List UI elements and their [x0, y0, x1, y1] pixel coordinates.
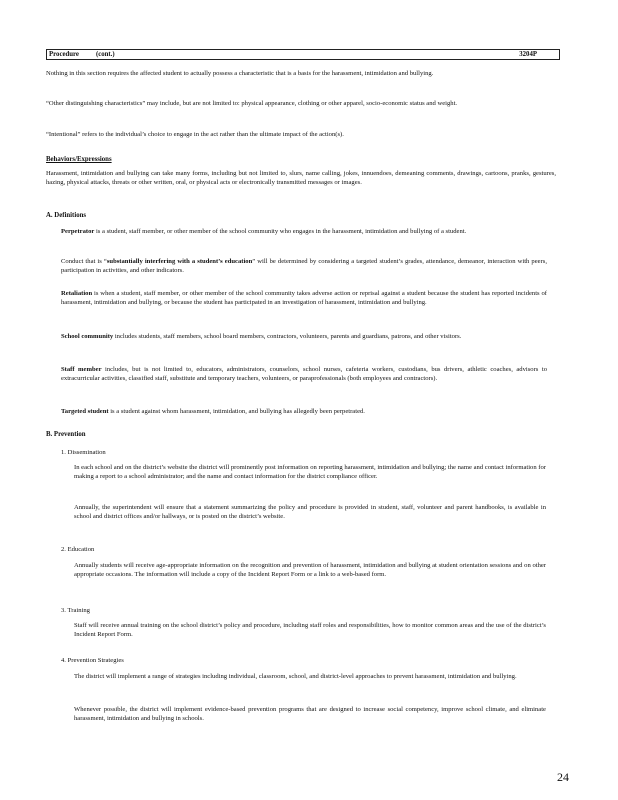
definition-staff-member: [61, 366, 547, 383]
prevention-strategies-title: 4. Prevention Strategies: [61, 657, 124, 664]
definition-retaliation-text: is when a student, staff member, or other member of the school community takes adverse action or reprisal against a student because the student has reported incidents of harassment, intimidation and bullying, or because the student has participated in an investigation of harassment, intimidation and bullying.: [61, 290, 547, 306]
term-staff-member: Staff member: [61, 366, 102, 373]
conduct-text-pre: Conduct that is “: [61, 258, 107, 265]
prevention-strategies-paragraph-1: The district will implement a range of strategies including individual, classroom, school, and district-level approaches to prevent harassment, intimidation and bullying.: [74, 673, 517, 680]
definition-staff-member-text: includes, but is not limited to, educators, administrators, counselors, school nurses, cafeteria workers, custodians, bus drivers, athletic coaches, advisors to extracurricular activities, classified staff, substitute and temporary teachers, volunteers, or paraprofessionals (both employees and contractors).: [61, 366, 547, 382]
intro-paragraph-3: “Intentional” refers to the individual’s choice to engage in the act rather than the ultimate impact of the action(s).: [46, 131, 344, 138]
term-perpetrator: Perpetrator: [61, 228, 95, 235]
definition-school-community: [61, 333, 547, 342]
header-policy-number: 3204P: [519, 51, 537, 58]
definition-perpetrator: [61, 228, 547, 237]
education-title: 2. Education: [61, 546, 95, 553]
definition-retaliation: [61, 290, 547, 307]
definition-targeted-student: [61, 408, 547, 417]
conduct-text-post: ” will be determined by considering a targeted student’s grades, attendance, demeanor, interaction with peers, participation in activities, and other indicators.: [61, 258, 547, 274]
behaviors-heading: Behaviors/Expressions: [46, 156, 112, 163]
definition-school-community-text: includes students, staff members, school board members, contractors, volunteers, parents and guardians, patrons, and other visitors.: [113, 333, 462, 340]
term-retaliation: Retaliation: [61, 290, 93, 297]
term-school-community: School community: [61, 333, 114, 340]
procedure-header-box: [46, 49, 560, 60]
term-substantially-interfering: substantially interfering with a student’s education: [106, 258, 253, 265]
prevention-strategies-paragraph-2: Whenever possible, the district will implement evidence-based prevention programs that are designed to increase social competency, improve school climate, and eliminate harassment, intimidation and bullying in schools.: [74, 706, 546, 722]
dissemination-paragraph-2: Annually, the superintendent will ensure that a statement summarizing the policy and procedure is provided in student, staff, volunteer and parent handbooks, is available in school and district offices and/or hallways, or is posted on the district’s website.: [74, 504, 546, 520]
training-paragraph: Staff will receive annual training on the school district’s policy and procedure, including staff roles and responsibilities, how to monitor common areas and the use of the district’s Incident Report Form.: [74, 622, 546, 638]
page-number: 24: [557, 770, 569, 784]
dissemination-title: 1. Dissemination: [61, 449, 106, 456]
intro-paragraph-1: Nothing in this section requires the affected student to actually possess a characteristic that is a basis for the harassment, intimidation and bullying.: [46, 70, 434, 77]
behaviors-paragraph: Harassment, intimidation and bullying can take many forms, including but not limited to, slurs, name calling, jokes, innuendoes, demeaning comments, drawings, cartoons, pranks, gestures, hazing, physical attacks, threats or other written, oral, or physical acts or electronically transmitted messages or images.: [46, 170, 556, 186]
header-procedure-label: Procedure (cont.): [49, 51, 115, 58]
definitions-heading: A. Definitions: [46, 212, 87, 219]
training-title: 3. Training: [61, 607, 90, 614]
prevention-heading: B. Prevention: [46, 431, 86, 438]
definition-perpetrator-text: is a student, staff member, or other member of the school community who engages in the harassment, intimidation and bullying of a student.: [94, 228, 467, 235]
education-paragraph: Annually students will receive age-appropriate information on the recognition and prevention of harassment, intimidation and bullying at student orientation sessions and on other appropriate occasions. The information will include a copy of the Incident Report Form or a link to a web-based form.: [74, 562, 546, 578]
definition-targeted-student-text: is a student against whom harassment, intimidation, and bullying has allegedly been perpetrated.: [108, 408, 365, 415]
intro-paragraph-2: “Other distinguishing characteristics” may include, but are not limited to: physical appearance, clothing or other apparel, socio-economic status and weight.: [46, 100, 458, 107]
dissemination-paragraph-1: In each school and on the district’s website the district will prominently post information on reporting harassment, intimidation and bullying; the name and contact information for making a report to a school administrator; and the name and contact information for the district compliance officer.: [74, 464, 546, 480]
definition-substantial-interference: [61, 258, 547, 275]
term-targeted-student: Targeted student: [61, 408, 109, 415]
